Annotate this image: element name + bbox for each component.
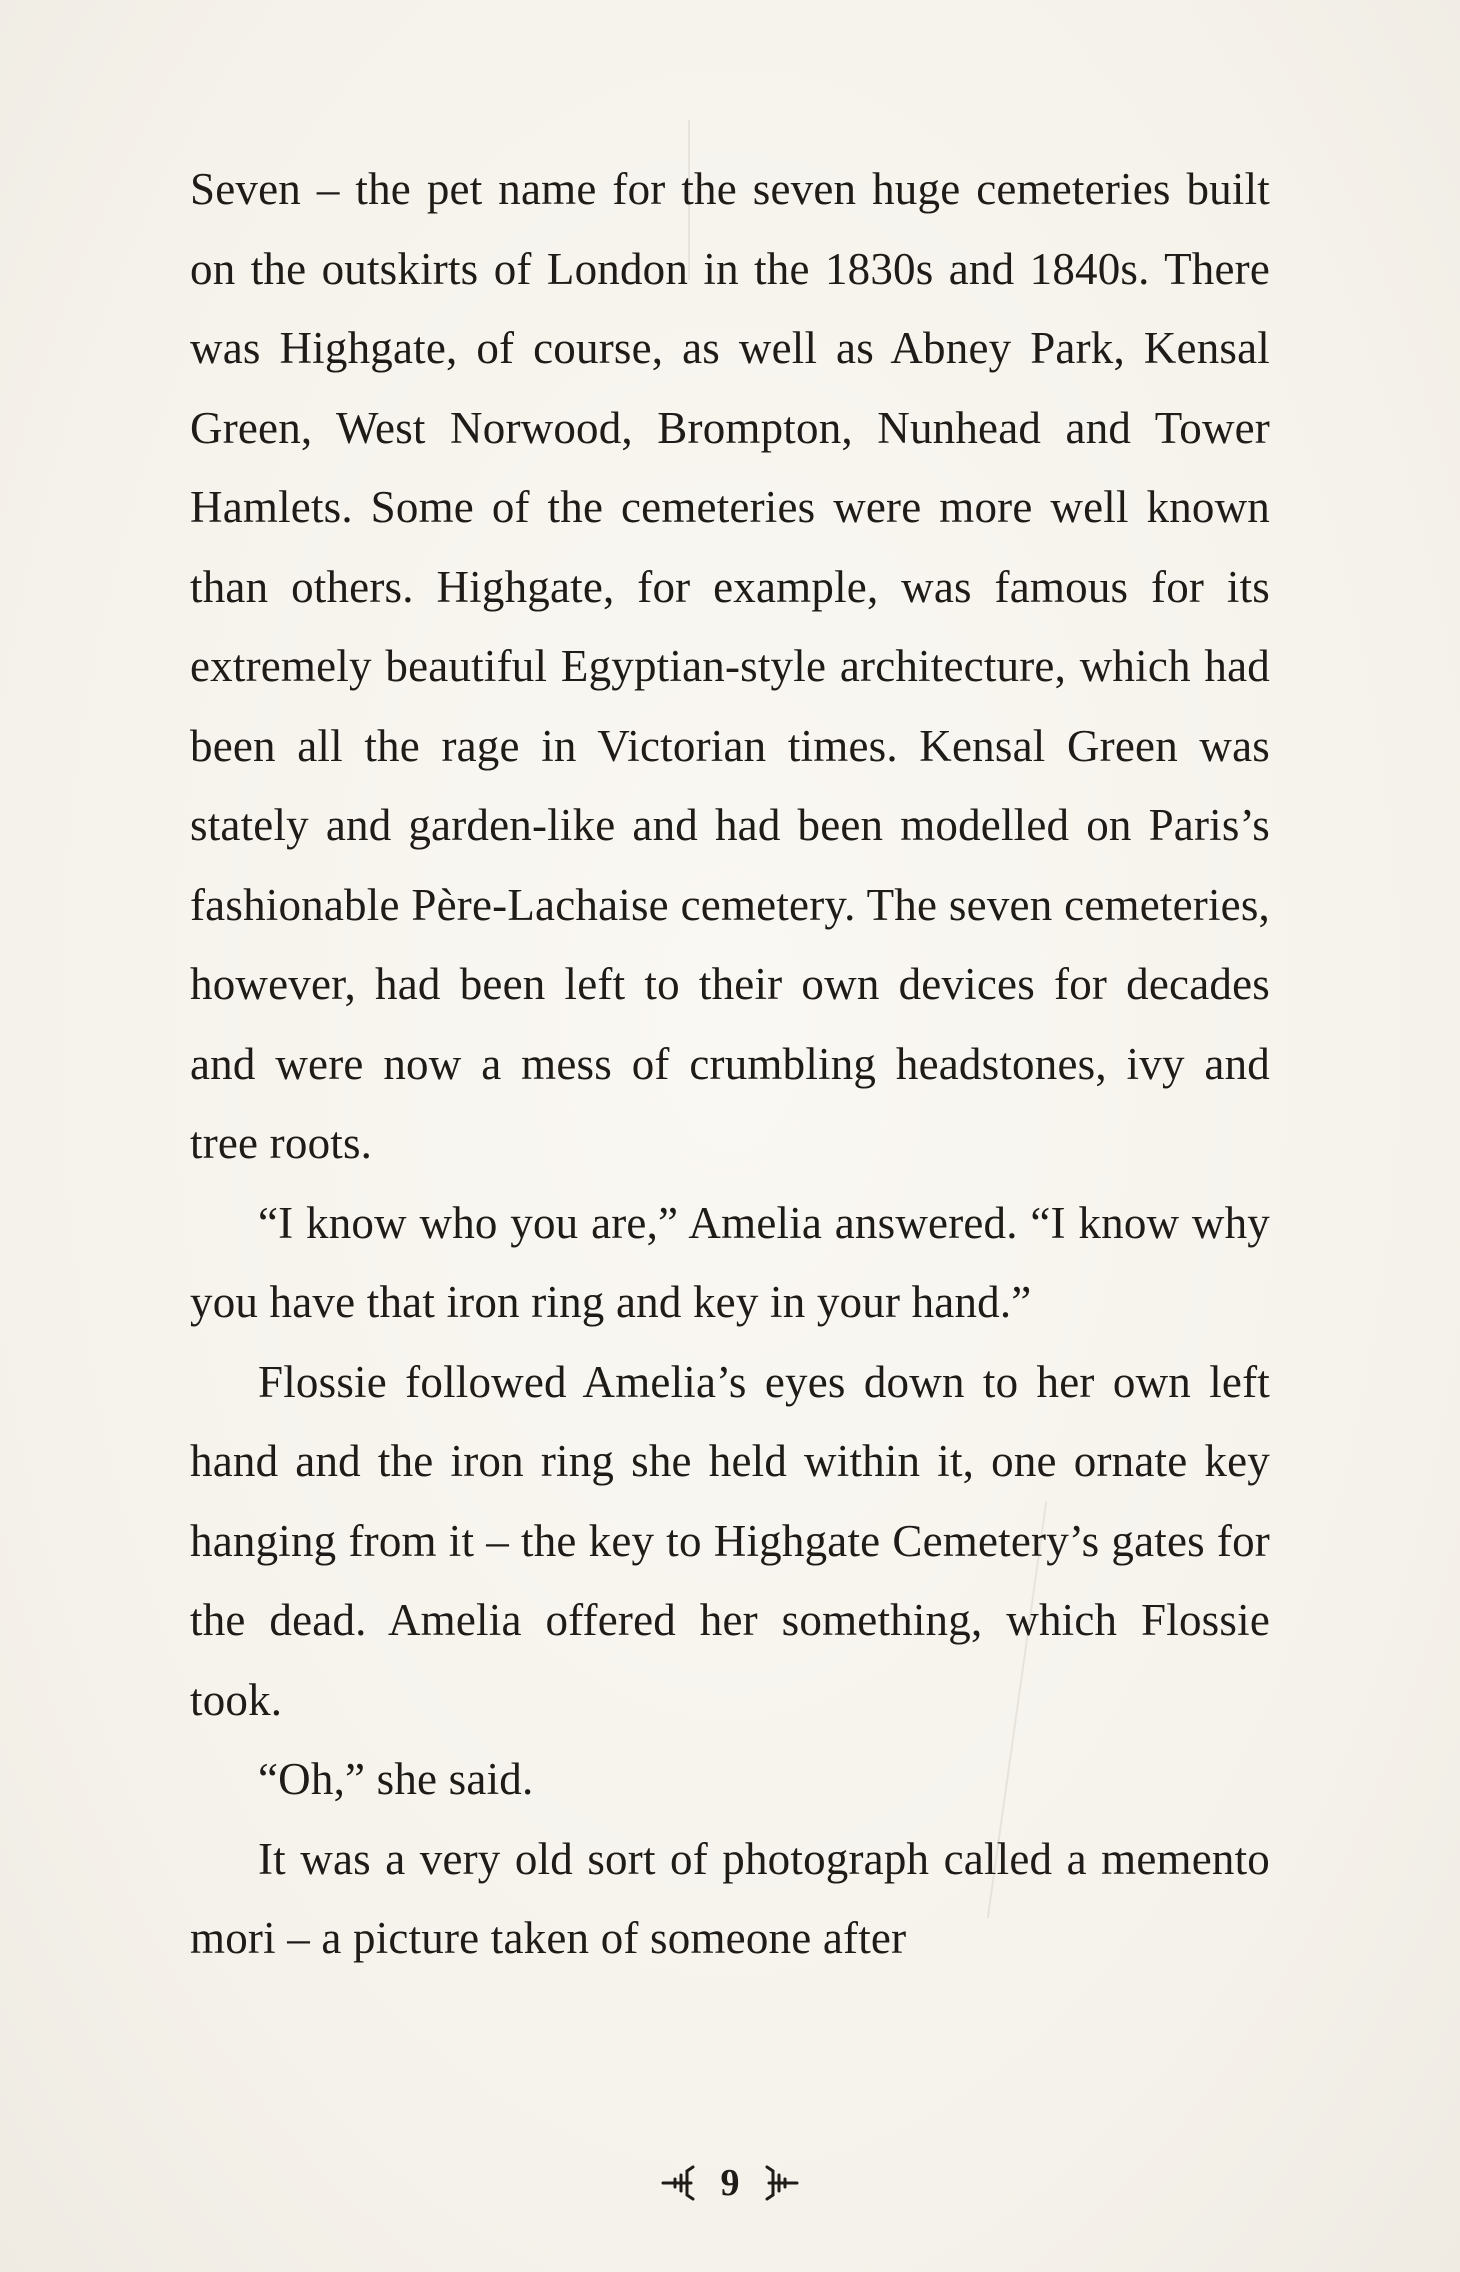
paragraph: It was a very old sort of photograph called a memento mori – a picture taken of someone after [190, 1833, 1270, 1963]
fleuron-right-icon [763, 2163, 803, 2203]
page-number: 9 [720, 2162, 740, 2205]
page-footer [0, 2150, 1460, 2213]
fleuron-left-icon [657, 2163, 697, 2203]
paragraph: “I know who you are,” Amelia answered. “I know why you have that iron ring and key in your hand.” [190, 1197, 1270, 1327]
paragraph: Seven – the pet name for the seven huge cemeteries built on the outskirts of London in the 1830s and 1840s. There was Highgate, of course, as well as Abney Park, Kensal Green, West Norwood, Brompton, Nunhead and Tower Hamlets. Some of the cemeteries were more well known than others. Highgate, for example, was famous for its extremely beautiful Egyptian-style architecture, which had been all the rage in Victorian times. Kensal Green was stately and garden-like and had been modelled on Paris’s fashionable Père-Lachaise cemetery. The seven cemeteries, however, had been left to their own devices for decades and were now a mess of crumbling headstones, ivy and tree roots. [190, 164, 1270, 1168]
body-text [190, 150, 1270, 1979]
paragraph: Flossie followed Amelia’s eyes down to her own left hand and the iron ring she held within it, one ornate key hanging from it – the key to Highgate Cemetery’s gates for the dead. Amelia offered her something, which Flossie took. [190, 1356, 1270, 1725]
paragraph: “Oh,” she said. [258, 1754, 534, 1804]
